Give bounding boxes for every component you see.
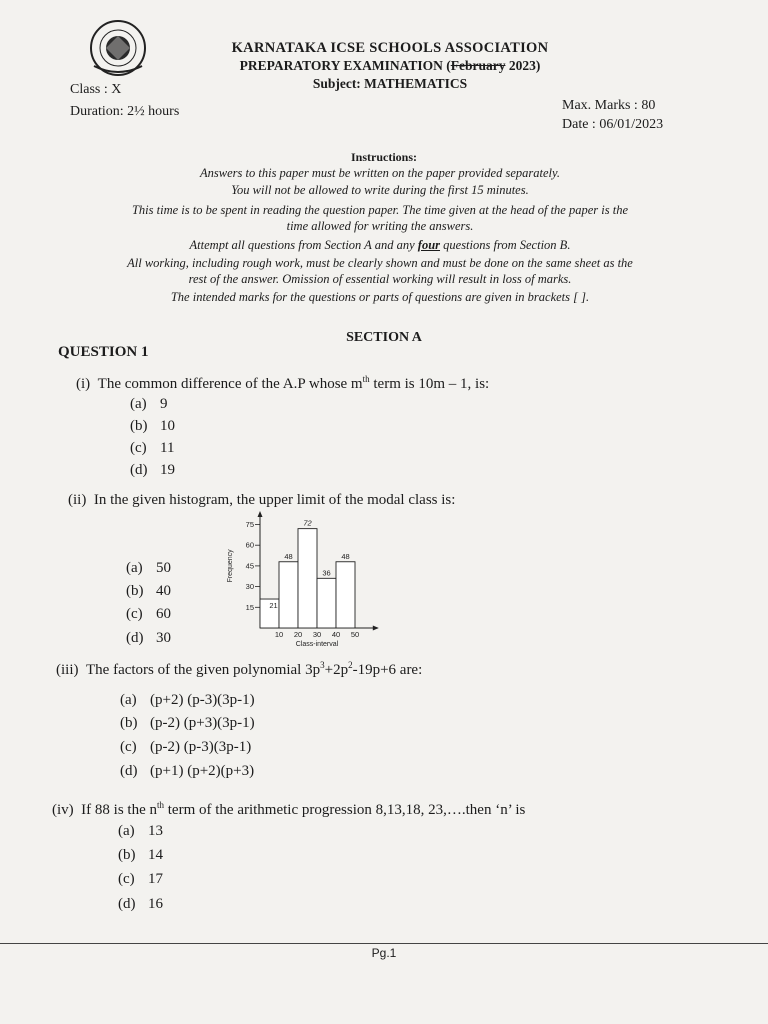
option: (a) 13 bbox=[118, 823, 163, 839]
option: (b) 40 bbox=[126, 583, 171, 599]
instruction-line: This time is to be spent in reading the question paper. The time given at the head of the paper is the bbox=[131, 203, 628, 217]
option: (c) (p-2) (p-3)(3p-1) bbox=[120, 739, 252, 755]
option: (a) (p+2) (p-3)(3p-1) bbox=[120, 692, 255, 708]
option: (c) 60 bbox=[126, 606, 171, 622]
y-axis-arrow bbox=[258, 511, 263, 517]
histogram-bar bbox=[298, 529, 317, 628]
option: (d) 30 bbox=[126, 630, 171, 646]
x-tick-label: 50 bbox=[350, 630, 360, 639]
x-tick-label: 20 bbox=[293, 630, 303, 639]
bar-value-label: 48 bbox=[284, 551, 293, 561]
instruction-line: The intended marks for the questions or parts of questions are given in brackets [ ]. bbox=[170, 290, 590, 304]
x-tick-label: 10 bbox=[274, 630, 284, 639]
y-axis-label: Frequency bbox=[227, 549, 234, 583]
histogram-bar bbox=[336, 562, 355, 628]
x-tick-label: 40 bbox=[331, 630, 341, 639]
option: (a) 50 bbox=[126, 560, 171, 576]
histogram-bar bbox=[317, 578, 336, 628]
organization-name: KARNATAKA ICSE SCHOOLS ASSOCIATION bbox=[231, 40, 549, 56]
exam-month: February bbox=[450, 58, 506, 73]
instruction-line: time allowed for writing the answers. bbox=[286, 219, 474, 233]
instruction-line: All working, including rough work, must be clearly shown and must be done on the same sheet as the bbox=[127, 256, 633, 270]
option: (d) 16 bbox=[118, 896, 163, 912]
instruction-line: Answers to this paper must be written on the paper provided separately. bbox=[200, 166, 560, 180]
bar-value-label: 72 bbox=[303, 518, 312, 528]
option: (d) 19 bbox=[130, 462, 175, 478]
x-tick-label: 30 bbox=[312, 630, 322, 639]
y-tick-label: 15 bbox=[245, 602, 254, 612]
histogram-bar bbox=[279, 562, 298, 628]
x-axis-arrow bbox=[373, 626, 379, 631]
question-iv: (iv) If 88 is the $n^{th}$ term of the arithmetic progression 8,13,18, 23,….then ‘n’ is bbox=[52, 800, 526, 818]
page-number: Pg.1 bbox=[371, 946, 397, 960]
option: (d) (p+1) (p+2)(p+3) bbox=[120, 763, 255, 779]
y-tick-label: 60 bbox=[245, 540, 254, 550]
y-tick-label: 45 bbox=[245, 561, 254, 571]
subject-line: Subject: MATHEMATICS bbox=[312, 76, 468, 91]
option: (b) (p-2) (p+3)(3p-1) bbox=[120, 715, 255, 731]
instruction-line: You will not be allowed to write during the first 15 minutes. bbox=[231, 183, 529, 197]
exam-date: Date : 06/01/2023 bbox=[562, 117, 664, 132]
question-i: (i) The common difference of the A.P whose $m^{th}$ term is 10m – 1, is: bbox=[76, 374, 490, 392]
bar-value-label: 36 bbox=[322, 568, 331, 578]
option: (b) 14 bbox=[118, 847, 163, 863]
question-ii: (ii) In the given histogram, the upper limit of the modal class is: bbox=[68, 492, 456, 508]
footer-rule bbox=[0, 943, 768, 944]
x-axis-label: Class-interval bbox=[295, 641, 339, 648]
duration-line: Duration: 2½ hours bbox=[70, 104, 180, 119]
question-heading: QUESTION 1 bbox=[58, 344, 149, 360]
option: (a) 9 bbox=[130, 396, 168, 412]
bar-value-label: 48 bbox=[341, 551, 350, 561]
exam-title: PREPARATORY EXAMINATION (February 2023) bbox=[239, 58, 541, 73]
section-heading: SECTION A bbox=[346, 330, 422, 345]
instruction-line: Attempt all questions from Section A and any four questions from Section B. bbox=[189, 238, 571, 252]
bar-value-label: 21 bbox=[269, 601, 278, 611]
max-marks: Max. Marks : 80 bbox=[562, 98, 656, 113]
option: (c) 17 bbox=[118, 871, 163, 887]
option: (c) 11 bbox=[130, 440, 175, 456]
y-tick-label: 30 bbox=[245, 582, 254, 592]
question-iii: (iii) The factors of the given polynomial $3p^3+2p^2-19p+6$ are: bbox=[56, 660, 423, 678]
histogram-chart bbox=[222, 508, 392, 658]
instruction-line: rest of the answer. Omission of essential working will result in loss of marks. bbox=[188, 272, 572, 286]
association-seal-logo bbox=[80, 18, 156, 78]
class-line: Class : X bbox=[70, 82, 122, 97]
option: (b) 10 bbox=[130, 418, 175, 434]
instructions-title: Instructions: bbox=[350, 150, 417, 164]
y-tick-label: 75 bbox=[245, 520, 254, 529]
